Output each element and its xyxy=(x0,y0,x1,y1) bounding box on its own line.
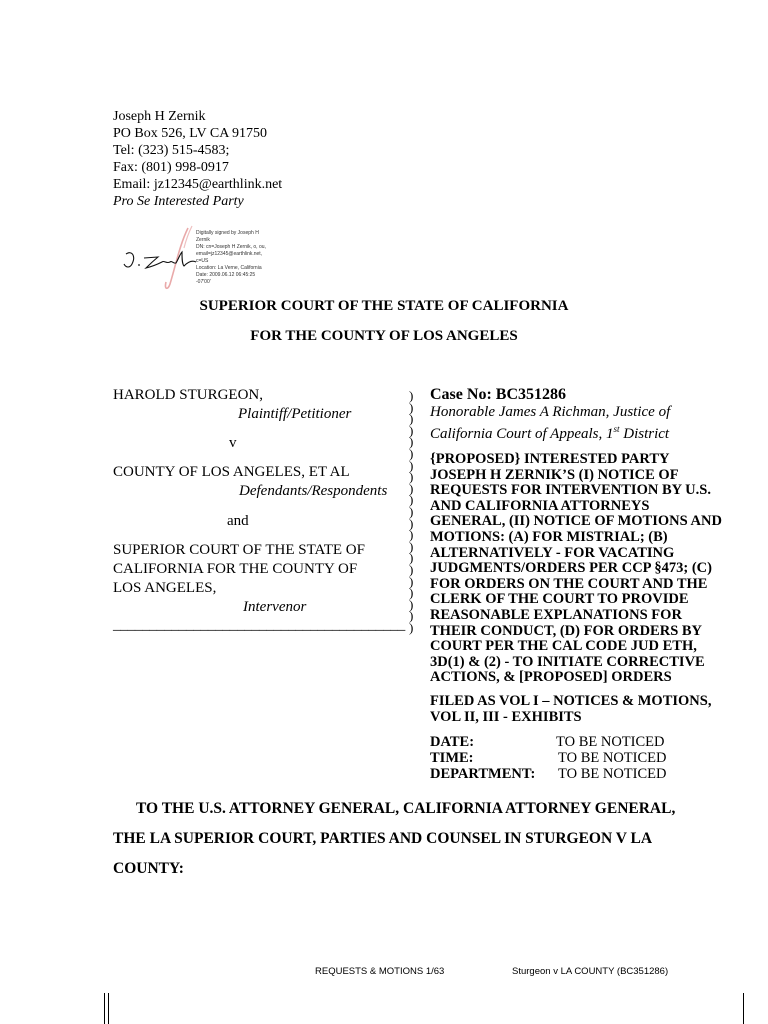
title-line: ACTIONS, & [PROPOSED] ORDERS xyxy=(430,669,672,686)
judge-line1: Honorable James A Richman, Justice of xyxy=(430,404,671,420)
paren: ) xyxy=(409,585,414,601)
hearing-info xyxy=(430,734,667,782)
footer-case-info: Sturgeon v LA COUNTY (BC351286) xyxy=(512,966,669,977)
title-line: COURT PER THE CAL CODE JUD ETH, xyxy=(430,638,697,655)
court-title-line1: SUPERIOR COURT OF THE STATE OF CALIFORNIA xyxy=(199,298,569,314)
paren: ) xyxy=(409,561,414,577)
paren: ) xyxy=(409,445,414,461)
caption-rule: ________________________________________ xyxy=(113,617,406,633)
and-conjunction: and xyxy=(227,513,249,529)
paren: ) xyxy=(409,515,414,531)
sender-email: Email: jz12345@earthlink.net xyxy=(113,177,283,192)
intervenor-line: CALIFORNIA FOR THE COUNTY OF xyxy=(113,561,358,577)
addressee-line2: THE LA SUPERIOR COURT, PARTIES AND COUNSEL IN STURGEON V LA xyxy=(113,830,653,847)
paren: ) xyxy=(409,457,414,473)
sender-tel: Tel: (323) 515-4583; xyxy=(113,143,230,158)
department-value: TO BE NOTICED xyxy=(558,766,667,782)
paren: ) xyxy=(409,573,414,589)
footer-page-info: REQUESTS & MOTIONS 1/63 xyxy=(315,966,445,977)
intervenor-line: SUPERIOR COURT OF THE STATE OF xyxy=(113,542,365,558)
paren: ) xyxy=(409,608,414,624)
title-line: 3D(1) & (2) - TO INITIATE CORRECTIVE xyxy=(430,653,705,670)
plaintiff-name: HAROLD STURGEON, xyxy=(113,387,263,403)
filed-line: FILED AS VOL I – NOTICES & MOTIONS, xyxy=(430,693,712,709)
paren: ) xyxy=(409,492,414,508)
page-edge-bar xyxy=(743,993,744,1024)
filed-line: VOL II, III - EXHIBITS xyxy=(430,708,582,725)
paren: ) xyxy=(409,422,414,438)
title-line: {PROPOSED} INTERESTED PARTY xyxy=(430,451,670,467)
document-title-block xyxy=(430,452,722,686)
time-label: TIME: xyxy=(430,750,474,766)
sender-fax: Fax: (801) 998-0917 xyxy=(113,160,229,175)
sender-block xyxy=(113,108,282,210)
judge-ordinal: st xyxy=(613,424,620,434)
page-edge-bar xyxy=(108,993,109,1024)
paren: ) xyxy=(409,503,414,519)
case-info xyxy=(430,386,670,443)
paren: ) xyxy=(409,619,414,635)
sender-address: PO Box 526, LV CA 91750 xyxy=(113,126,268,141)
title-line: AND CALIFORNIA ATTORNEYS xyxy=(430,497,650,514)
versus: v xyxy=(229,435,237,451)
paren: ) xyxy=(409,596,414,612)
signature-meta-line: Digitally signed by Joseph H xyxy=(196,230,259,236)
signature-metadata xyxy=(196,230,266,286)
paren: ) xyxy=(409,527,414,543)
hearing-time-row xyxy=(430,750,667,766)
defendant-name: COUNTY OF LOS ANGELES, ET AL xyxy=(113,464,350,480)
caption-parentheses xyxy=(409,390,413,633)
court-title-line2: FOR THE COUNTY OF LOS ANGELES xyxy=(250,328,518,344)
title-line: THEIR CONDUCT, (D) FOR ORDERS BY xyxy=(430,622,703,639)
addressee-line1: TO THE U.S. ATTORNEY GENERAL, CALIFORNIA ATTORNEY GENERAL, xyxy=(136,800,676,817)
signature-meta-line: Date: 2009.06.12 06:45:25 xyxy=(196,272,256,278)
sender-role: Pro Se Interested Party xyxy=(113,194,244,209)
department-label: DEPARTMENT: xyxy=(430,766,536,782)
defendant-role: Defendants/Respondents xyxy=(239,483,388,499)
intervenor-line: LOS ANGELES, xyxy=(113,580,217,596)
title-line: JUDGMENTS/ORDERS PER CCP §473; (C) xyxy=(430,560,712,577)
page-edge-bar xyxy=(104,993,105,1024)
judge-line2 xyxy=(430,421,670,443)
title-line: CLERK OF THE COURT TO PROVIDE xyxy=(430,591,689,608)
date-label: DATE: xyxy=(430,734,475,750)
paren: ) xyxy=(409,411,414,427)
case-number: Case No: BC351286 xyxy=(430,386,566,403)
paren: ) xyxy=(409,550,414,566)
signature-meta-line: email=jz12345@earthlink.net, xyxy=(196,251,263,257)
sender-name: Joseph H Zernik xyxy=(113,109,206,124)
title-line: JOSEPH H ZERNIK’S (I) NOTICE OF xyxy=(430,466,679,483)
title-line: ALTERNATIVELY - FOR VACATING xyxy=(430,544,675,561)
judge-district: District xyxy=(619,426,670,442)
signature-meta-line: Zernik xyxy=(196,237,210,243)
title-line: GENERAL, (II) NOTICE OF MOTIONS AND xyxy=(430,513,722,530)
title-line: REQUESTS FOR INTERVENTION BY U.S. xyxy=(430,482,711,499)
hearing-date-row xyxy=(430,734,665,750)
time-value: TO BE NOTICED xyxy=(558,750,667,766)
signature-meta-line: c=US xyxy=(196,258,209,264)
signature-meta-line: DN: cn=Joseph H Zernik, o, ou, xyxy=(196,244,266,250)
paren: ) xyxy=(409,388,414,403)
paren: ) xyxy=(409,480,414,496)
date-value: TO BE NOTICED xyxy=(556,734,665,750)
paren: ) xyxy=(409,469,414,485)
intervenor-role: Intervenor xyxy=(243,599,307,615)
paren: ) xyxy=(409,434,414,450)
title-line: MOTIONS: (A) FOR MISTRIAL; (B) xyxy=(430,528,668,545)
plaintiff-role: Plaintiff/Petitioner xyxy=(238,406,352,422)
addressee-line3: COUNTY: xyxy=(113,860,184,877)
signature-meta-line: Location: La Verne, California xyxy=(196,265,262,271)
title-line: FOR ORDERS ON THE COURT AND THE xyxy=(430,575,708,592)
title-line: REASONABLE EXPLANATIONS FOR xyxy=(430,606,682,623)
paren: ) xyxy=(409,538,414,554)
signature-meta-line: -07'00' xyxy=(196,279,211,285)
filed-block xyxy=(430,694,711,725)
judge-court: California Court of Appeals, 1 xyxy=(430,426,614,442)
paren: ) xyxy=(409,399,414,415)
hearing-department-row xyxy=(430,766,667,782)
